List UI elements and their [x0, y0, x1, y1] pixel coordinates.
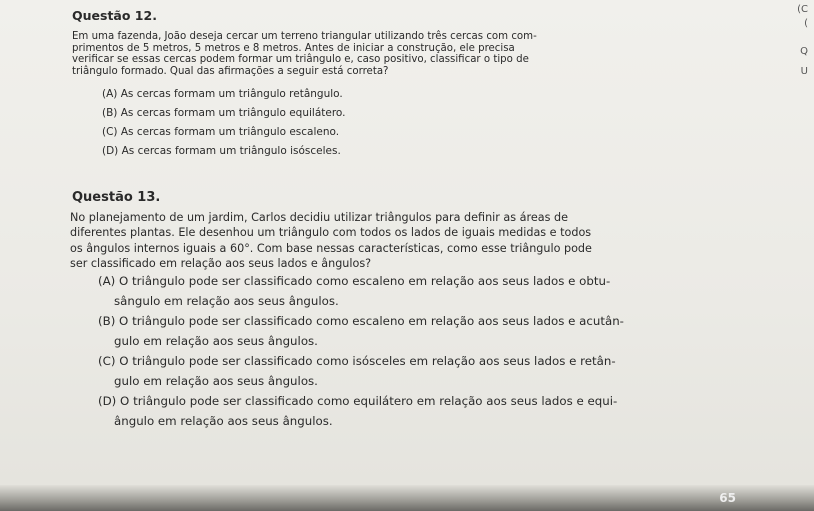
- option-d: (D) As cercas formam um triângulo isósceles.: [102, 145, 341, 157]
- margin-mark: U: [800, 66, 808, 77]
- stem-line: verificar se essas cercas podem formar um triângulo e, caso positivo, classificar o tipo de: [72, 54, 529, 65]
- option-a: (A) As cercas formam um triângulo retângulo.: [102, 88, 343, 100]
- stem-line: Em uma fazenda, João deseja cercar um terreno triangular utilizando três cercas com com-: [72, 31, 537, 42]
- option-c: (C) As cercas formam um triângulo escaleno.: [102, 126, 340, 138]
- question-12: [72, 8, 712, 161]
- option-c: [98, 351, 743, 391]
- page-number: 65: [719, 491, 736, 505]
- option-line: (B) O triângulo pode ser classificado como escaleno em relação aos seus lados e acutân-: [98, 314, 624, 329]
- option-d: [98, 391, 743, 431]
- question-13-title: Questão 13.: [72, 190, 161, 205]
- option-line-cont: ângulo em relação aos seus ângulos.: [114, 414, 333, 429]
- option-line: (C) O triângulo pode ser classificado como isósceles em relação aos seus lados e retân-: [98, 354, 616, 369]
- question-12-title: Questão 12.: [72, 8, 157, 23]
- question-13: [70, 190, 750, 431]
- question-13-stem: [70, 210, 730, 271]
- question-12-options: [102, 85, 712, 161]
- stem-line: diferentes plantas. Ele desenhou um triângulo com todos os lados de iguais medidas e todos: [70, 226, 592, 240]
- option-a: [98, 271, 743, 311]
- margin-mark: (: [804, 18, 808, 29]
- question-13-options: [70, 271, 750, 431]
- margin-mark: Q: [800, 46, 808, 57]
- option-line-cont: gulo em relação aos seus ângulos.: [114, 374, 318, 389]
- page-bottom-shadow: [0, 485, 814, 511]
- option-line: (D) O triângulo pode ser classificado como equilátero em relação aos seus lados e equi-: [98, 394, 618, 409]
- option-b: (B) As cercas formam um triângulo equilátero.: [102, 107, 346, 119]
- margin-mark: (C: [797, 4, 808, 15]
- stem-line: ser classificado em relação aos seus lados e ângulos?: [70, 256, 372, 270]
- option-line-cont: sângulo em relação aos seus ângulos.: [114, 294, 339, 309]
- stem-line: primentos de 5 metros, 5 metros e 8 metros. Antes de iniciar a construção, ele precisa: [72, 42, 515, 54]
- option-line: (A) O triângulo pode ser classificado como escaleno em relação aos seus lados e obtu-: [98, 274, 611, 289]
- question-12-stem: [72, 31, 672, 77]
- option-line-cont: gulo em relação aos seus ângulos.: [114, 334, 318, 349]
- stem-line: os ângulos internos iguais a 60°. Com base nessas características, como esse triângulo pode: [70, 241, 592, 255]
- stem-line: No planejamento de um jardim, Carlos decidiu utilizar triângulos para definir as áreas de: [70, 211, 568, 224]
- stem-line: triângulo formado. Qual das afirmações a seguir está correta?: [72, 65, 389, 77]
- option-b: [98, 311, 743, 351]
